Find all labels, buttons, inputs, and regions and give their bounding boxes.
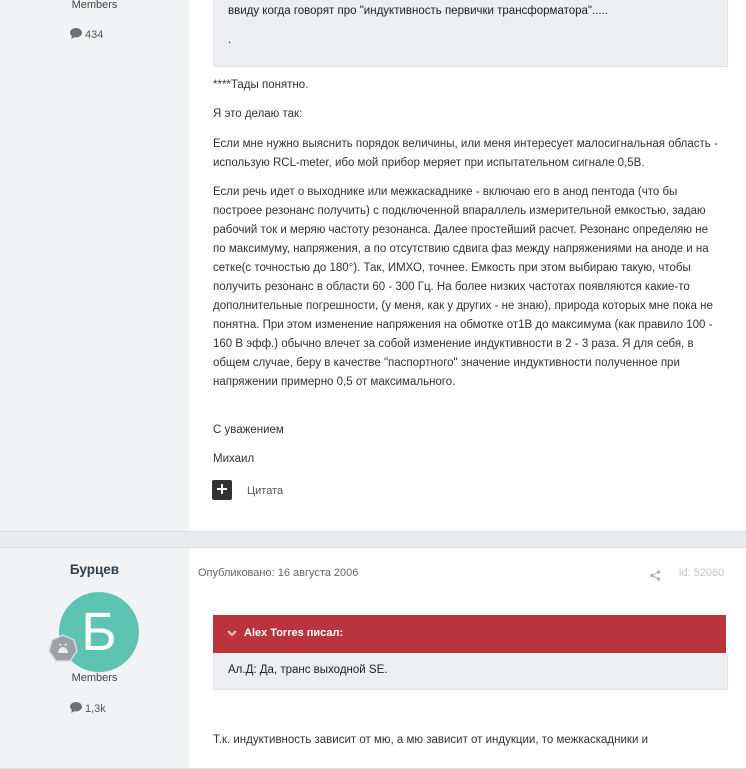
quote-block	[213, 0, 728, 67]
author-column	[0, 548, 189, 768]
multiquote-button[interactable]	[212, 480, 232, 500]
paragraph: Если мне нужно выяснить порядок величины, или меня интересует малосигнальная область - использую RCL-meter, ибо мой прибор меряет при испытательном сигнале 0,5В.	[213, 138, 718, 169]
post	[0, 547, 746, 769]
author-name[interactable]: Бурцев	[69, 562, 120, 577]
plus-icon	[217, 481, 227, 499]
avatar[interactable]: Б	[59, 592, 139, 672]
post-date[interactable]: Опубликовано: 16 августа 2006	[198, 567, 359, 579]
post-count	[70, 28, 103, 42]
share-icon[interactable]	[650, 568, 661, 586]
paragraph: Если речь идет о выходнике или межкаскаднике - включаю его в анод пентода (что бы построее резонанс получить) с подключенной впараллель измерительной емкостью, задаю рабочий ток и меряю частоту резонанса. Далее простейший расчет. Резонанс определяю не по максимуму, напряжения, а по отсутствию сдвига фаз между напряжениями на аноде и на сетке(с точностью до 180°). Так, ИМХО, точнее. Емкость при этом выбираю такую, чтобы получить резонанс в области 60 - 300 Гц. На более низких частотах появляются какие-то дополнительные погрешности, (у меня, как у других - не знаю), природа которых мне пока не понятна. При этом изменение напряжения на обмотке от1В до максимума (как правило 100 - 160 В эфф.) обычно влечет за собой изменение индуктивности в 2 - 3 раза. Я для себя, в общем случае, беру в качестве "паспортного" значение индуктивности полученное при напряжении примерно 0,5 от максимального.	[213, 186, 713, 388]
citation-author: Alex Torres писал:	[244, 627, 344, 639]
post-count	[70, 702, 106, 716]
author-column	[0, 0, 189, 531]
post-id: id: 52060	[679, 567, 725, 579]
citation-text: Ал.Д: Да, транс выходной SE.	[228, 664, 388, 676]
comment-icon	[70, 702, 82, 716]
quote-dot: .	[228, 34, 232, 46]
post-count-value: 434	[85, 28, 104, 41]
quote-button[interactable]: Цитата	[247, 485, 284, 497]
paragraph: ****Тады понятно.	[213, 79, 309, 91]
post-count-value: 1,3k	[85, 702, 106, 715]
paragraph: Т.к. индуктивность зависит от мю, а мю зависит от индукции, то межкаскадники и	[213, 734, 648, 746]
paragraph: Я это делаю так:	[213, 108, 303, 120]
member-group: Members	[71, 672, 118, 684]
citation-header[interactable]	[213, 615, 726, 653]
post-content	[189, 0, 746, 531]
signature-name: Михаил	[213, 453, 255, 465]
signature-greeting: С уважением	[213, 424, 284, 436]
comment-icon	[70, 28, 82, 42]
post-content	[189, 548, 746, 768]
quote-text: ввиду когда говорят про "индуктивность первички трансформатора".....	[228, 5, 608, 17]
rank-badge-icon	[48, 634, 78, 664]
member-group: Members	[71, 0, 118, 11]
chevron-down-icon	[227, 628, 237, 641]
citation-body	[213, 653, 728, 690]
